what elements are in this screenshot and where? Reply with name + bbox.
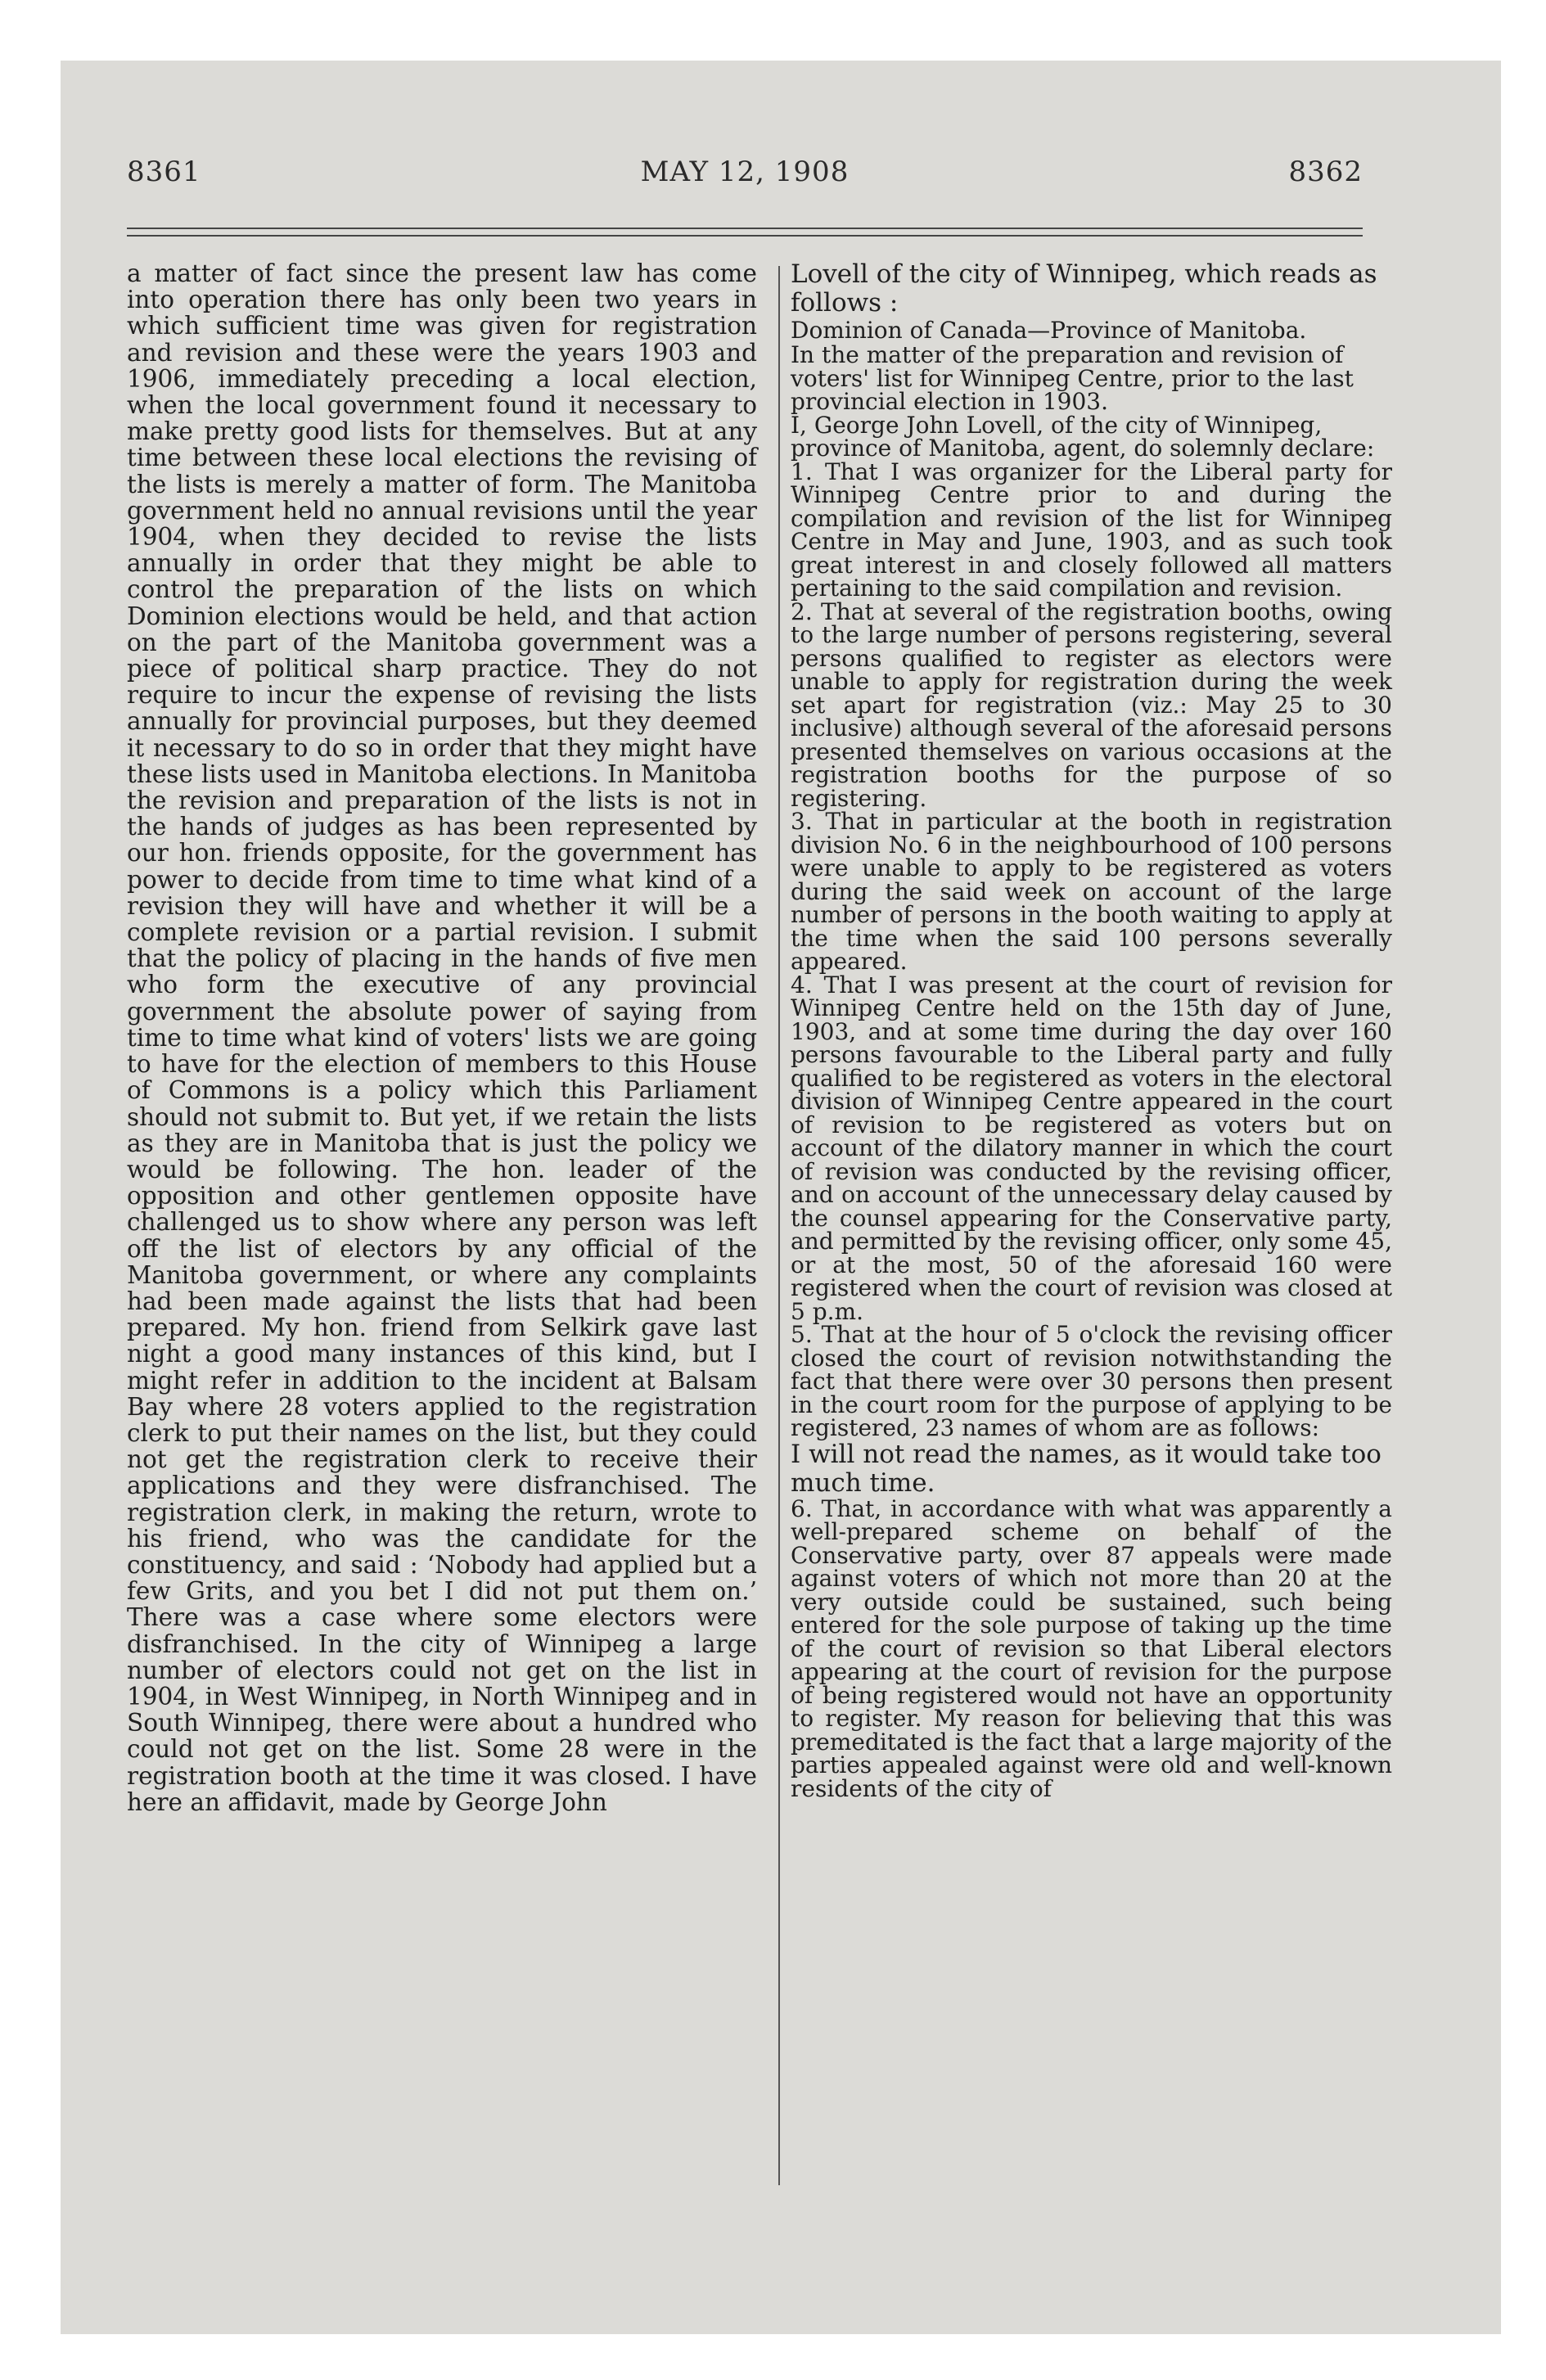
affidavit-item-1: 1. That I was organizer for the Liberal party for Winnipeg Centre prior to and during the compilation and revision of the list for Winnipeg Centre in May and June, 1903, and as such took great interest in and closely followed all matters pertaining to the said compilation and revision. [791, 458, 1392, 602]
affidavit-heading: Dominion of Canada—Province of Manitoba. [791, 317, 1307, 344]
left-column [127, 260, 757, 1815]
speaker-remark: I will not read the names, as it would take too much time. [791, 1439, 1381, 1498]
affidavit-caption: In the matter of the preparation and revision of voters' list for Winnipeg Centre, prior to the last provincial election in 1903. [791, 341, 1354, 415]
affidavit-item-4: 4. That I was present at the court of revision for Winnipeg Centre held on the 15th day of June, 1903, and at some time during the day over 160 persons favourable to the Liberal party and fully qualified to be registered as voters in the electoral division of Winnipeg Centre appeared in the court of revision to be registered as voters but on account of the dilatory manner in which the court of revision was conducted by the revising officer, and on account of the unnecessary delay caused by the counsel appearing for the Conservative party, and permitted by the revising officer, only some 45, or at the most, 50 of the aforesaid 160 were registered when the court of revision was closed at 5 p.m. [791, 971, 1392, 1325]
page-number-right: 8362 [1288, 156, 1363, 188]
affidavit-item-6: 6. That, in accordance with what was apparently a well-prepared scheme on behalf of the Conservative party, over 87 appeals were made against voters of which not more than 20 at the very outside could be sustained, such being entered for the sole purpose of taking up the time of the court of revision so that Liberal electors appearing at the court of revision for the purpose of being registered would not have an opportunity to register. My reason for believing that this was premeditated is the fact that a large majority of the parties appealed against were old and well-known residents of the city of [791, 1494, 1392, 1802]
affidavit-item-2: 2. That at several of the registration booths, owing to the large number of persons registering, several persons qualified to register as electors were unable to apply for registration during the week set apart for registration (viz.: May 25 to 30 inclusive) although several of the aforesaid persons presented themselves on various occasions at the registration booths for the purpose of so registering. [791, 597, 1392, 812]
affidavit-oath: I, George John Lovell, of the city of Winnipeg, province of Manitoba, agent, do solemnly declare: [791, 411, 1375, 462]
right-column [791, 260, 1392, 1801]
affidavit-item-5: 5. That at the hour of 5 o'clock the revising officer closed the court of revision notwithstanding the fact that there were over 30 persons then present in the court room for the purpose of applying to be registered, 23 names of whom are as follows: [791, 1321, 1392, 1441]
header-rule-top [127, 228, 1363, 229]
column-divider [778, 266, 780, 2185]
speech-continuation: Lovell of the city of Winnipeg, which reads as follows : [791, 259, 1377, 318]
affidavit-item-3: 3. That in particular at the booth in registration division No. 6 in the neighbourhood of 100 persons were unable to apply to be registered as voters during the said week on account of the large number of persons in the booth waiting to apply at the time when the said 100 persons severally appeared. [791, 808, 1392, 975]
speech-paragraph: a matter of fact since the present law has come into operation there has only been two years in which sufficient time was given for registration and revision and these were the years 1903 and 1906, immediately preceding a local election, when the local government found it necessary to make pretty good lists for themselves. But at any time between these local elections the revising of the lists is merely a matter of form. The Manitoba government held no annual revisions until the year 1904, when they decided to revise the lists annually in order that they might be able to control the preparation of the lists on which Dominion elections would be held, and that action on the part of the Manitoba government was a piece of political sharp practice. They do not require to incur the expense of revising the lists annually for provincial purposes, but they deemed it necessary to do so in order that they might have these lists used in Manitoba elections. In Manitoba the revision and preparation of the lists is not in the hands of judges as has been represented by our hon. friends opposite, for the government has power to decide from time to time what kind of a revision they will have and whether it will be a complete revision or a partial revision. I submit that the policy of placing in the hands of five men who form the executive of any provincial government the absolute power of saying from time to time what kind of voters' lists we are going to have for the election of members to this House of Commons is a policy which this Parliament should not submit to. But yet, if we retain the lists as they are in Manitoba that is just the policy we would be following. The hon. leader of the opposition and other gentlemen opposite have challenged us to show where any person was left off the list of electors by any official of the Manitoba government, or where any complaints had been made against the lists that had been prepared. My hon. friend from Selkirk gave last night a good many instances of this kind, but I might refer in addition to the incident at Balsam Bay where 28 voters applied to the registration clerk to put their names on the list, but they could not get the registration clerk to receive their applications and they were disfranchised. The registration clerk, in making the return, wrote to his friend, who was the candidate for the constituency, and said : ‘Nobody had applied but a few Grits, and you bet I did not put them on.’ There was a case where some electors were disfranchised. In the city of Winnipeg a large number of electors could not get on the list in 1904, in West Winnipeg, in North Winnipeg and in South Winnipeg, there were about a hundred who could not get on the list. Some 28 were in the registration booth at the time it was closed. I have here an affidavit, made by George John [127, 259, 757, 1816]
header-rule-bottom [127, 235, 1363, 237]
page-date: MAY 12, 1908 [640, 156, 850, 188]
page-number-left: 8361 [127, 156, 201, 188]
